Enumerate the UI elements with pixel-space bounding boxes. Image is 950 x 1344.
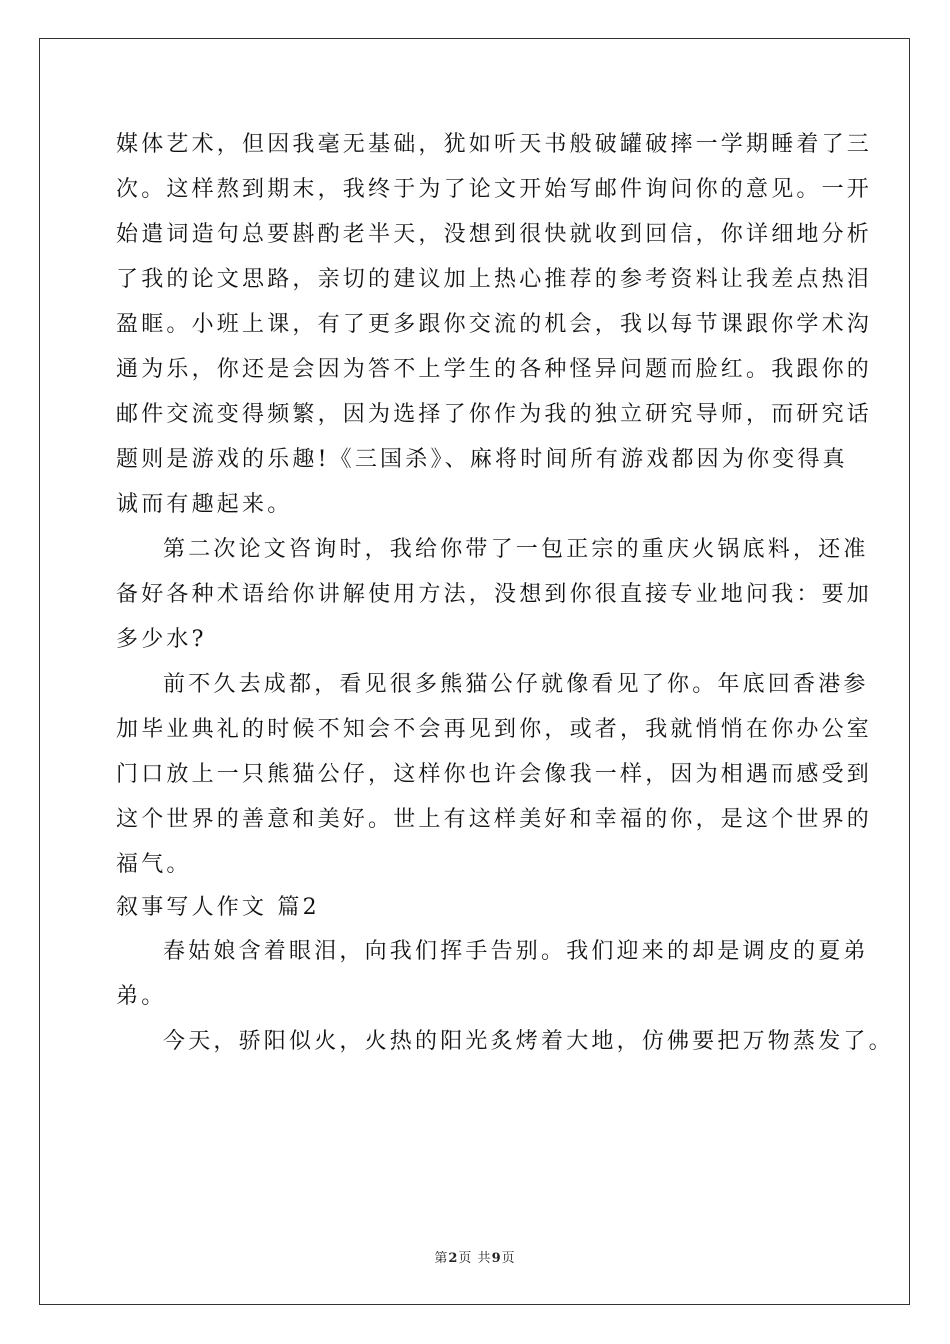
current-page-number: 2: [448, 1251, 459, 1266]
paragraph-start-line: 春姑娘含着眼泪，向我们挥手告别。我们迎来的却是调皮的夏弟: [163, 939, 869, 964]
text-line: 门口放上一只熊猫公仔，这样你也许会像我一样，因为相遇而感受到: [116, 762, 873, 787]
paragraph-start-line: 前不久去成都，看见很多熊猫公仔就像看见了你。年底回香港参: [163, 672, 869, 697]
total-page-number: 9: [491, 1251, 502, 1266]
text-line: 这个世界的善意和美好。世上有这样美好和幸福的你，是这个世界的: [116, 807, 873, 832]
text-line: 诚而有趣起来。: [116, 492, 293, 517]
text-line: 题则是游戏的乐趣!《三国杀》、麻将时间所有游戏都因为你变得真: [116, 447, 848, 472]
page-mid: 页 共: [458, 1251, 492, 1266]
section-heading: 叙事写人作文 篇2: [116, 895, 320, 920]
paragraph-start-line: 第二次论文咨询时，我给你带了一包正宗的重庆火锅底料，还准: [163, 537, 869, 562]
text-line: 始遣词造句总要斟酌老半天，没想到很快就收到回信，你详细地分析: [116, 222, 873, 247]
text-line: 邮件交流变得频繁，因为选择了你作为我的独立研究导师，而研究话: [116, 402, 873, 427]
page-footer: [0, 1247, 950, 1266]
text-line: 多少水?: [116, 627, 207, 652]
paragraph-start-line: 今天，骄阳似火，火热的阳光炙烤着大地，仿佛要把万物蒸发了。: [163, 1029, 894, 1054]
text-line: 通为乐，你还是会因为答不上学生的各种怪异问题而脸红。我跟你的: [116, 357, 873, 382]
text-line: 媒体艺术，但因我毫无基础，犹如听天书般破罐破摔一学期睡着了三: [116, 132, 873, 157]
text-line: 了我的论文思路，亲切的建议加上热心推荐的参考资料让我差点热泪: [116, 267, 873, 292]
text-line: 备好各种术语给你讲解使用方法，没想到你很直接专业地问我：要加: [116, 582, 873, 607]
page-prefix: 第: [434, 1251, 449, 1266]
text-line: 盈眶。小班上课，有了更多跟你交流的机会，我以每节课跟你学术沟: [116, 312, 873, 337]
text-line: 福气。: [116, 852, 192, 877]
text-line: 加毕业典礼的时候不知会不会再见到你，或者，我就悄悄在你办公室: [116, 717, 873, 742]
text-line: 次。这样熬到期末，我终于为了论文开始写邮件询问你的意见。一开: [116, 177, 873, 202]
text-line: 弟。: [116, 984, 167, 1009]
page-suffix: 页: [501, 1251, 516, 1266]
